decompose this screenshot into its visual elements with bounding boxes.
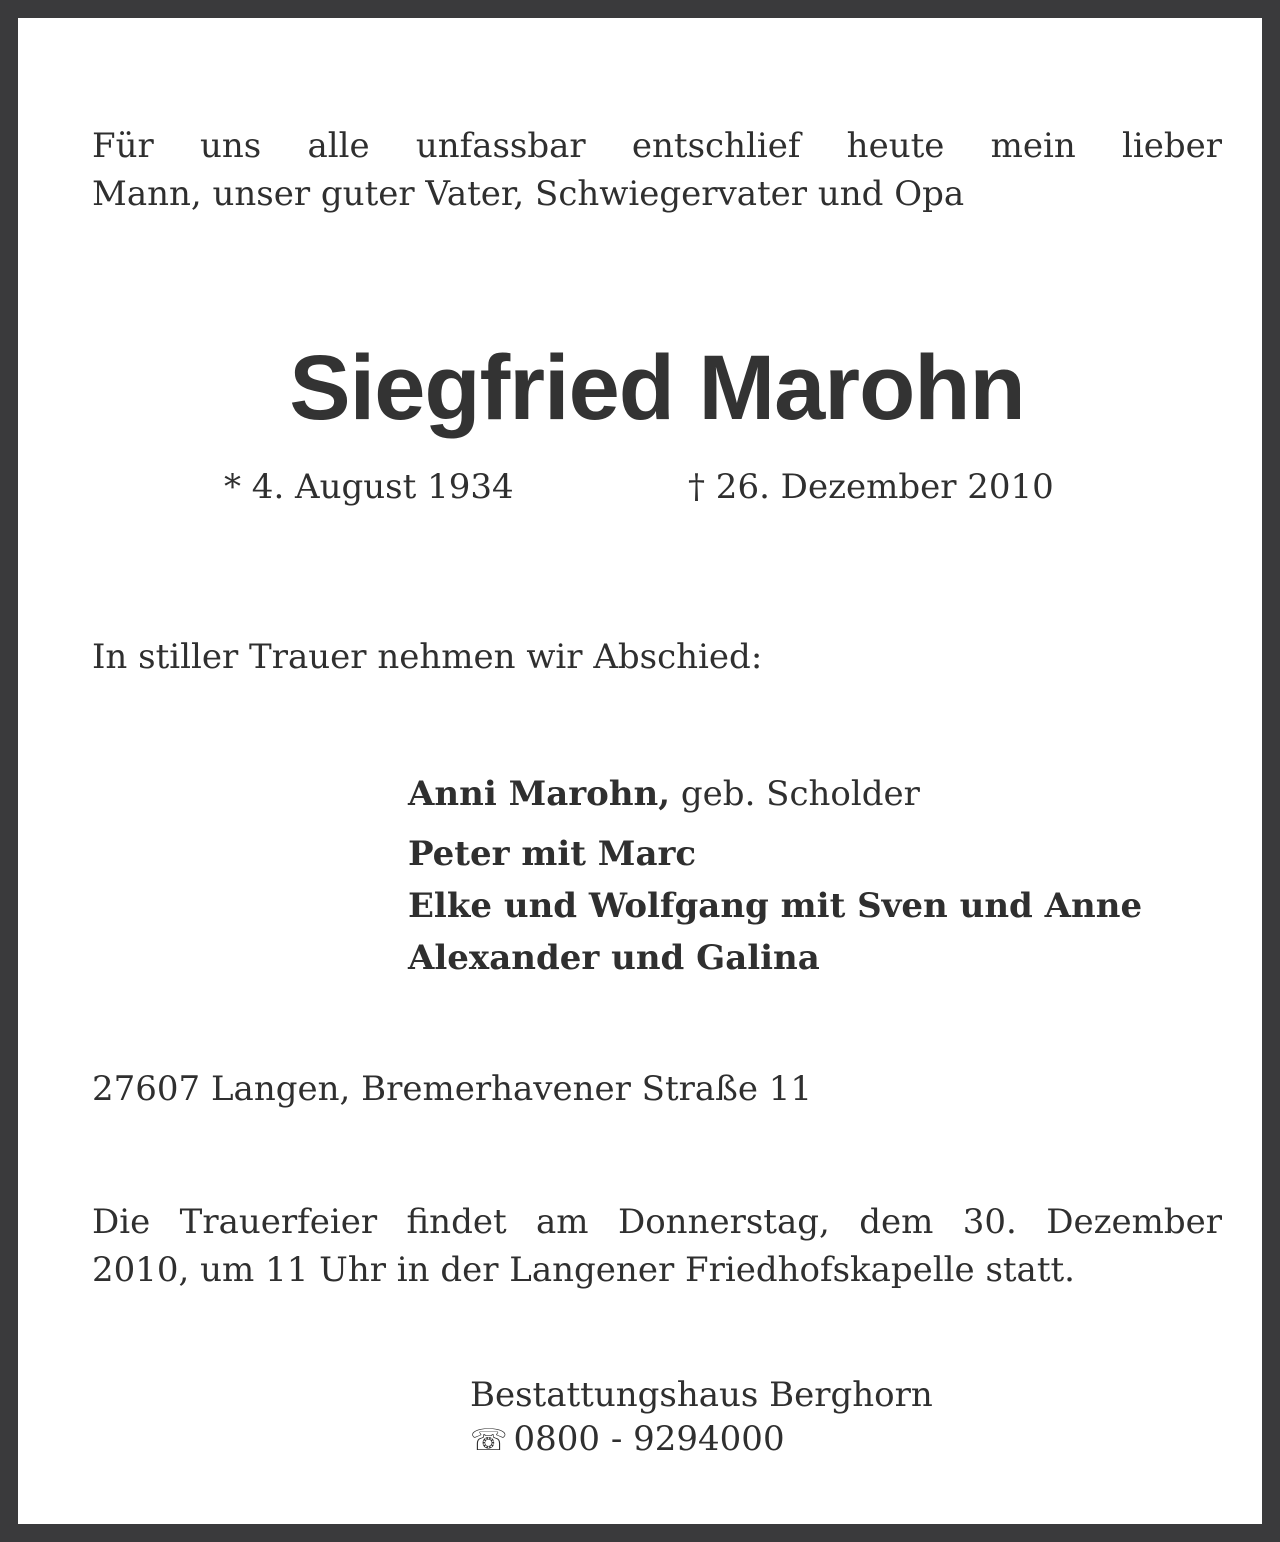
spouse-maiden-name: geb. Scholder: [670, 774, 920, 814]
telephone-icon: ☏: [470, 1423, 508, 1458]
undertaker-phone: 0800 - 9294000: [513, 1419, 785, 1459]
birth-date: * 4. August 1934: [224, 467, 514, 507]
spouse-name: Anni Marohn,: [408, 774, 671, 814]
undertaker-block: [470, 1373, 933, 1463]
undertaker-name: Bestattungshaus Berghorn: [470, 1375, 933, 1415]
intro-line-1: Für uns alle unfassbar entschlief heute mein lieber: [92, 126, 1222, 166]
family-member: Alexander und Galina: [408, 938, 820, 978]
spouse-row: [408, 768, 1142, 820]
family-member: Elke und Wolfgang mit Sven und Anne: [408, 886, 1143, 926]
address: 27607 Langen, Bremerhavener Straße 11: [92, 1069, 813, 1109]
service-line-1: Die Trauerfeier findet am Donnerstag, dem 30. Dezember: [92, 1202, 1222, 1242]
intro-line-2: Mann, unser guter Vater, Schwiegervater und Opa: [92, 174, 965, 214]
family-member: Peter mit Marc: [408, 834, 697, 874]
death-date: † 26. Dezember 2010: [688, 467, 1054, 507]
deceased-name: Siegfried Marohn: [289, 337, 1025, 439]
mourning-intro: In stiller Trauer nehmen wir Abschied:: [92, 637, 763, 677]
intro-paragraph: [92, 122, 1222, 218]
service-paragraph: [92, 1198, 1222, 1294]
undertaker-phone-row: [470, 1417, 933, 1463]
family-list: [408, 768, 1142, 984]
service-line-2: 2010, um 11 Uhr in der Langener Friedhofskapelle statt.: [92, 1250, 1075, 1290]
